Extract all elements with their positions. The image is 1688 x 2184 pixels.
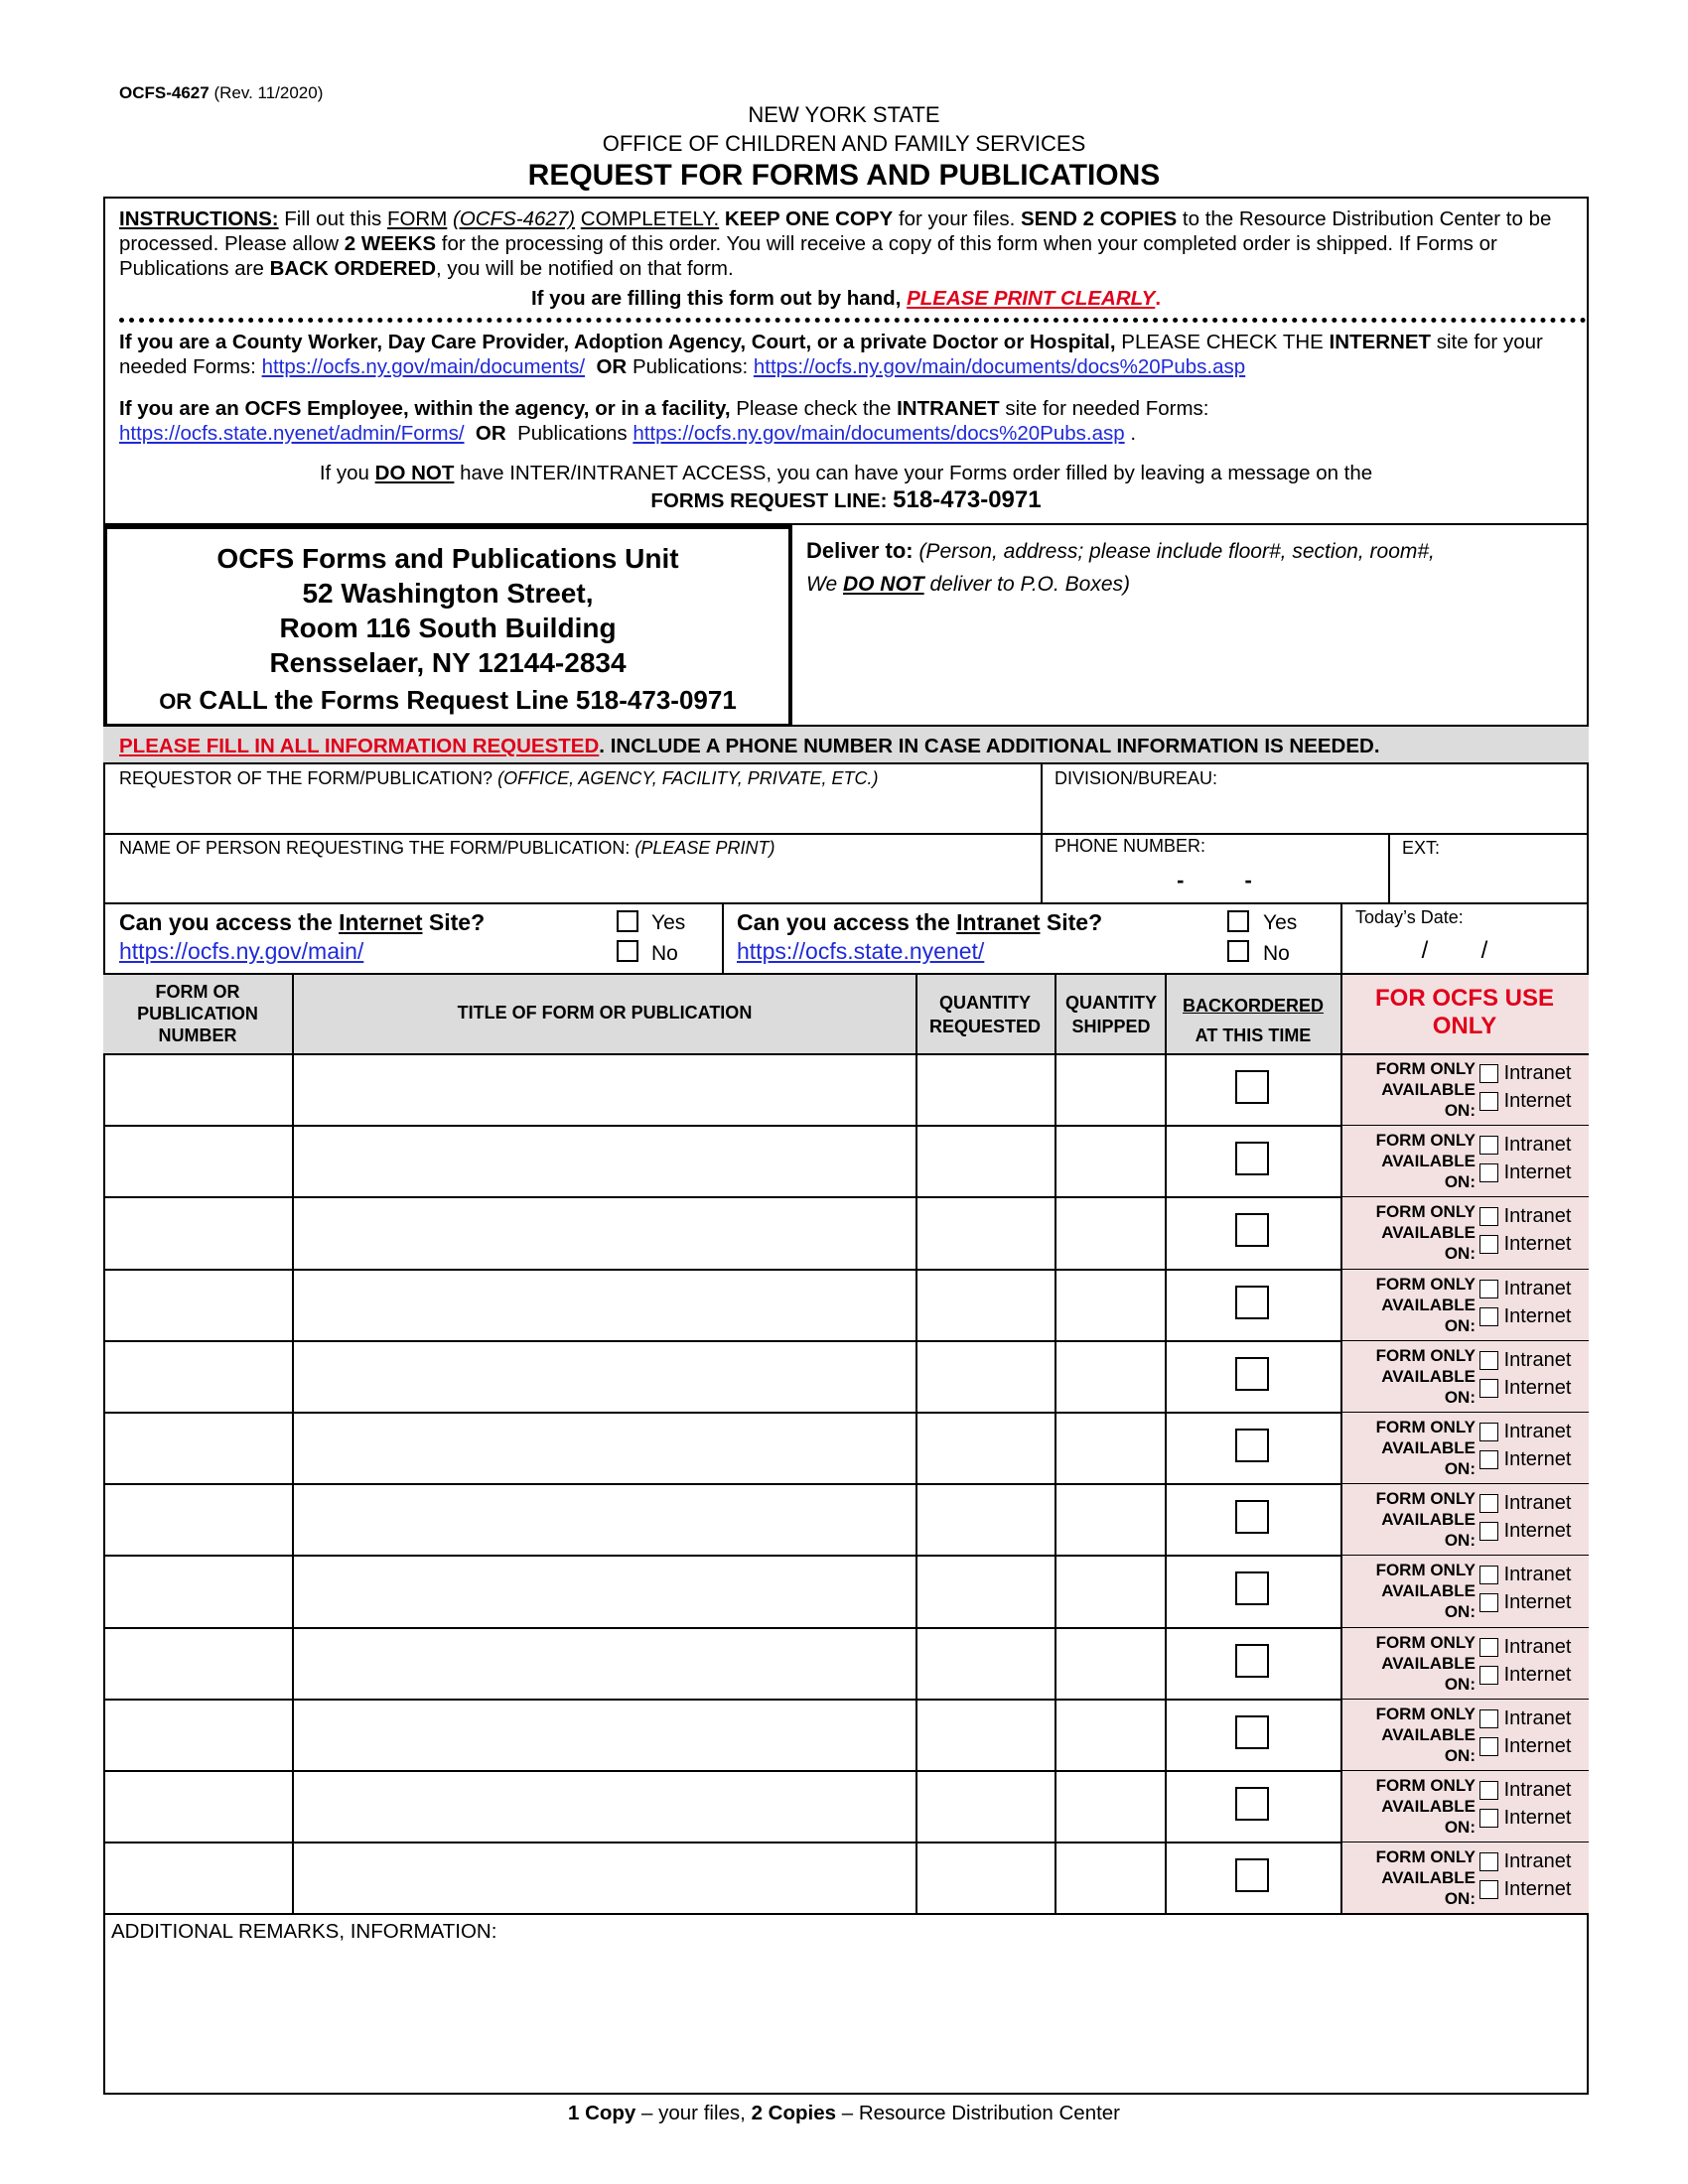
instr-t12: , you will be notified on that form. (436, 257, 734, 280)
footer-t1: – your files, (641, 2102, 746, 2124)
row-title-field[interactable] (294, 1341, 914, 1411)
row-title-field[interactable] (294, 1700, 914, 1769)
row-form-number-field[interactable] (105, 1126, 290, 1195)
intranet-label: Intranet (1503, 1850, 1572, 1872)
instructions (119, 206, 1579, 281)
row-form-number-field[interactable] (105, 1270, 290, 1339)
remarks-field[interactable] (111, 1948, 1581, 2087)
deliver-label: Deliver to: (806, 538, 914, 563)
todays-date-field[interactable]: / / (1421, 937, 1488, 964)
intranet-checkbox[interactable] (1479, 1351, 1498, 1370)
employee-forms-link[interactable]: https://ocfs.state.nyenet/admin/Forms/ (119, 422, 465, 445)
intranet-label: Intranet (1503, 1492, 1572, 1514)
internet-yes-label: Yes (651, 911, 686, 934)
address-call-or: OR (159, 689, 193, 714)
county-internet: INTERNET (1329, 331, 1432, 353)
ext-label: EXT: (1402, 838, 1441, 858)
form-only-label: FORM ONLY AVAILABLE ON: (1375, 1275, 1476, 1335)
row-form-number-field[interactable] (105, 1197, 290, 1267)
row-title-field[interactable] (294, 1556, 914, 1625)
col-form-number: FORM OR PUBLICATION NUMBER (137, 982, 258, 1045)
intranet-checkbox[interactable] (1479, 1852, 1498, 1871)
county-t3: Publications: (632, 355, 749, 378)
print-clearly-line (103, 287, 1589, 311)
instr-t8: to the Resource Distribution Center to be processed. Please allow (119, 207, 1552, 255)
intranet-label: Intranet (1503, 1421, 1572, 1442)
ocfs-use-cell (1340, 1843, 1589, 1915)
form-only-label: FORM ONLY AVAILABLE ON: (1375, 1346, 1476, 1407)
request-line-colon: : (880, 489, 888, 512)
col-qty-requested: QUANTITY REQUESTED (928, 993, 1042, 1036)
phone-label: PHONE NUMBER: (1055, 836, 1206, 856)
header-office: OFFICE OF CHILDREN AND FAMILY SERVICES (602, 131, 1086, 156)
request-line-label: FORMS REQUEST LINE (650, 489, 881, 512)
form-only-label: FORM ONLY AVAILABLE ON: (1375, 1776, 1476, 1837)
instr-t5: KEEP ONE COPY (724, 207, 894, 230)
instr-t4: COMPLETELY. (580, 207, 720, 230)
requestor-field[interactable] (119, 794, 1033, 830)
row-title-field[interactable] (294, 1484, 914, 1554)
internet-label: Internet (1503, 1878, 1572, 1900)
employee-or: OR (475, 422, 506, 445)
backordered-checkbox[interactable] (1235, 1286, 1269, 1319)
ocfs-use-cell (1340, 1484, 1589, 1557)
page-title: REQUEST FOR FORMS AND PUBLICATIONS (527, 159, 1161, 192)
internet-no-checkbox[interactable] (617, 940, 638, 962)
no-access-t2: have INTER/INTRANET ACCESS, you can have your Forms order filled by leaving a message on the (460, 462, 1373, 484)
name-text: NAME OF PERSON REQUESTING THE FORM/PUBLICATION: (119, 838, 631, 858)
backordered-checkbox[interactable] (1235, 1500, 1269, 1534)
internet-word: Internet (339, 909, 423, 935)
intranet-checkbox[interactable] (1479, 1423, 1498, 1441)
col-back2: AT THIS TIME (1195, 1025, 1312, 1045)
footer-b1: 1 Copy (567, 2102, 636, 2124)
row-title-field[interactable] (294, 1843, 914, 1912)
deliver-hint2b: DO NOT (842, 573, 924, 596)
row-qty-shipped-field[interactable] (1056, 1270, 1164, 1339)
internet-question (119, 909, 485, 936)
form-only-label: FORM ONLY AVAILABLE ON: (1375, 1561, 1476, 1621)
row-qty-requested-field[interactable] (917, 1843, 1053, 1912)
col-back1: BACKORDERED (1182, 996, 1324, 1016)
backordered-checkbox[interactable] (1235, 1787, 1269, 1821)
fill-bar-red: PLEASE FILL IN ALL INFORMATION REQUESTED (119, 735, 600, 757)
row-qty-requested-field[interactable] (917, 1628, 1053, 1698)
county-pubs-link[interactable]: https://ocfs.ny.gov/main/documents/docs%20Pubs.asp (753, 355, 1246, 378)
row-title-field[interactable] (294, 1270, 914, 1339)
internet-label: Internet (1503, 1305, 1572, 1327)
row-form-number-field[interactable] (105, 1341, 290, 1411)
employee-period: . (1130, 422, 1137, 445)
form-only-label: FORM ONLY AVAILABLE ON: (1375, 1705, 1476, 1765)
row-form-number-field[interactable] (105, 1484, 290, 1554)
internet-checkbox[interactable] (1479, 1880, 1498, 1899)
intranet-yes-label: Yes (1263, 911, 1298, 934)
internet-checkbox[interactable] (1479, 1163, 1498, 1182)
internet-label: Internet (1503, 1377, 1572, 1399)
backordered-checkbox[interactable] (1235, 1858, 1269, 1892)
row-form-number-field[interactable] (105, 1771, 290, 1841)
row-qty-shipped-field[interactable] (1056, 1556, 1164, 1625)
intranet-checkbox[interactable] (1479, 1566, 1498, 1584)
row-qty-shipped-field[interactable] (1056, 1700, 1164, 1769)
deliver-to-field[interactable] (806, 606, 1581, 720)
intranet-label: Intranet (1503, 1564, 1572, 1585)
row-qty-requested-field[interactable] (917, 1556, 1053, 1625)
requestor-hint: (OFFICE, AGENCY, FACILITY, PRIVATE, ETC.) (497, 768, 879, 788)
row-qty-shipped-field[interactable] (1056, 1771, 1164, 1841)
intranet-checkbox[interactable] (1479, 1064, 1498, 1083)
ext-field[interactable] (1402, 864, 1581, 899)
instr-t6: for your files. (898, 207, 1016, 230)
form-rev: (Rev. 11/2020) (213, 83, 324, 102)
employee-t1: Please check the (736, 397, 892, 420)
phone-separators[interactable]: - - (1177, 868, 1252, 892)
internet-site-link[interactable]: https://ocfs.ny.gov/main/ (119, 938, 364, 964)
ocfs-use-cell (1340, 1413, 1589, 1485)
row-form-number-field[interactable] (105, 1700, 290, 1769)
internet-checkbox[interactable] (1479, 1307, 1498, 1326)
row-qty-shipped-field[interactable] (1056, 1054, 1164, 1124)
address-line4: Rensselaer, NY 12144-2834 (269, 647, 627, 678)
row-qty-shipped-field[interactable] (1056, 1628, 1164, 1698)
row-qty-requested-field[interactable] (917, 1126, 1053, 1195)
internet-label: Internet (1503, 1090, 1572, 1112)
row-qty-requested-field[interactable] (917, 1197, 1053, 1267)
internet-checkbox[interactable] (1479, 1450, 1498, 1469)
row-qty-requested-field[interactable] (917, 1484, 1053, 1554)
internet-label: Internet (1503, 1233, 1572, 1255)
ocfs-use-cell (1340, 1126, 1589, 1198)
row-qty-requested-field[interactable] (917, 1700, 1053, 1769)
instructions-label: INSTRUCTIONS: (119, 207, 279, 230)
row-form-number-field[interactable] (105, 1413, 290, 1482)
form-only-label: FORM ONLY AVAILABLE ON: (1375, 1489, 1476, 1550)
intranet-word: Intranet (956, 909, 1041, 935)
internet-label: Internet (1503, 1807, 1572, 1829)
internet-label: Internet (1503, 1735, 1572, 1757)
instr-t10: for the processing of this order. You will receive a copy of this form when your completed order is shipped. If Forms or Publications are (119, 232, 1497, 280)
employee-t3: Publications (517, 422, 628, 445)
internet-label: Internet (1503, 1520, 1572, 1542)
print-clearly-period: . (1155, 287, 1162, 310)
request-line-phone: 518-473-0971 (893, 486, 1042, 513)
name-hint: (PLEASE PRINT) (634, 838, 775, 858)
division-field[interactable] (1055, 794, 1581, 830)
intranet-label: Intranet (1503, 1636, 1572, 1658)
internet-checkbox[interactable] (1479, 1235, 1498, 1254)
intranet-no-checkbox[interactable] (1227, 940, 1249, 962)
backordered-checkbox[interactable] (1235, 1644, 1269, 1678)
address-box (103, 525, 792, 728)
county-or: OR (596, 355, 628, 378)
row-form-number-field[interactable] (105, 1628, 290, 1698)
row-form-number-field[interactable] (105, 1556, 290, 1625)
internet-no-label: No (651, 942, 678, 965)
form-only-label: FORM ONLY AVAILABLE ON: (1375, 1847, 1476, 1908)
intranet-question (737, 909, 1102, 936)
ocfs-use-cell (1340, 1197, 1589, 1270)
internet-label: Internet (1503, 1664, 1572, 1686)
backordered-checkbox[interactable] (1235, 1070, 1269, 1104)
employee-intranet: INTRANET (897, 397, 1000, 420)
form-only-label: FORM ONLY AVAILABLE ON: (1375, 1202, 1476, 1263)
header-state: NEW YORK STATE (748, 102, 940, 127)
address-call: CALL the Forms Request Line 518-473-0971 (199, 685, 737, 715)
internet-q2: Site? (428, 909, 486, 935)
internet-label: Internet (1503, 1448, 1572, 1470)
col-qty-shipped: QUANTITY SHIPPED (1065, 993, 1157, 1036)
backordered-checkbox[interactable] (1235, 1357, 1269, 1391)
intranet-label: Intranet (1503, 1278, 1572, 1299)
hand-text: If you are filling this form out by hand, (530, 287, 902, 310)
intranet-checkbox[interactable] (1479, 1136, 1498, 1155)
internet-q1: Can you access the (119, 909, 333, 935)
row-qty-shipped-field[interactable] (1056, 1197, 1164, 1267)
no-access-do-not: DO NOT (374, 462, 455, 484)
no-access-t1: If you (319, 462, 369, 484)
intranet-label: Intranet (1503, 1205, 1572, 1227)
intranet-label: Intranet (1503, 1349, 1572, 1371)
row-qty-requested-field[interactable] (917, 1341, 1053, 1411)
form-only-label: FORM ONLY AVAILABLE ON: (1375, 1418, 1476, 1478)
ocfs-use-cell (1340, 1700, 1589, 1772)
row-title-field[interactable] (294, 1197, 914, 1267)
internet-checkbox[interactable] (1479, 1522, 1498, 1541)
instr-t3: (OCFS-4627) (453, 207, 576, 230)
row-qty-shipped-field[interactable] (1056, 1413, 1164, 1482)
row-qty-requested-field[interactable] (917, 1270, 1053, 1339)
todays-date-label: Today’s Date: (1355, 907, 1464, 927)
row-title-field[interactable] (294, 1413, 914, 1482)
row-qty-shipped-field[interactable] (1056, 1484, 1164, 1554)
form-only-label: FORM ONLY AVAILABLE ON: (1375, 1633, 1476, 1694)
intranet-label: Intranet (1503, 1062, 1572, 1084)
row-qty-shipped-field[interactable] (1056, 1843, 1164, 1912)
intranet-checkbox[interactable] (1479, 1280, 1498, 1298)
deliver-hint2c: deliver to P.O. Boxes) (929, 573, 1131, 596)
row-qty-requested-field[interactable] (917, 1771, 1053, 1841)
no-access-line (103, 462, 1589, 485)
footer-b2: 2 Copies (751, 2102, 837, 2124)
division-label: DIVISION/BUREAU: (1055, 768, 1218, 788)
internet-label: Internet (1503, 1591, 1572, 1613)
intranet-checkbox[interactable] (1479, 1638, 1498, 1657)
backordered-checkbox[interactable] (1235, 1715, 1269, 1749)
backordered-checkbox[interactable] (1235, 1213, 1269, 1247)
row-qty-requested-field[interactable] (917, 1413, 1053, 1482)
backordered-checkbox[interactable] (1235, 1571, 1269, 1605)
internet-yes-checkbox[interactable] (617, 910, 638, 932)
row-title-field[interactable] (294, 1628, 914, 1698)
internet-checkbox[interactable] (1479, 1737, 1498, 1756)
row-qty-shipped-field[interactable] (1056, 1126, 1164, 1195)
ocfs-use-cell (1340, 1556, 1589, 1628)
address-line3: Room 116 South Building (279, 613, 617, 643)
intranet-checkbox[interactable] (1479, 1207, 1498, 1226)
employee-pubs-link[interactable]: https://ocfs.ny.gov/main/documents/docs%20Pubs.asp (633, 422, 1125, 445)
print-clearly: PLEASE PRINT CLEARLY (907, 287, 1156, 310)
employee-instructions (119, 396, 1579, 446)
county-bold: If you are a County Worker, Day Care Provider, Adoption Agency, Court, or a private Doctor or Hospital, (119, 331, 1116, 353)
intranet-q1: Can you access the (737, 909, 950, 935)
backordered-checkbox[interactable] (1235, 1142, 1269, 1175)
footer (0, 2102, 1688, 2125)
intranet-yes-checkbox[interactable] (1227, 910, 1249, 932)
instr-t1: Fill out this (284, 207, 382, 230)
internet-checkbox[interactable] (1479, 1593, 1498, 1612)
remarks-label: ADDITIONAL REMARKS, INFORMATION: (111, 1920, 497, 1943)
county-instructions (119, 330, 1579, 379)
row-title-field[interactable] (294, 1054, 914, 1124)
ocfs-use-cell (1340, 1270, 1589, 1342)
intranet-label: Intranet (1503, 1707, 1572, 1729)
ocfs-use-cell (1340, 1628, 1589, 1701)
internet-checkbox[interactable] (1479, 1809, 1498, 1828)
county-t2: site for your needed Forms: (119, 331, 1543, 378)
name-label (119, 838, 774, 859)
form-code: OCFS-4627 (119, 83, 210, 102)
instr-t11: BACK ORDERED (269, 257, 437, 280)
internet-checkbox[interactable] (1479, 1092, 1498, 1111)
row-qty-requested-field[interactable] (917, 1054, 1053, 1124)
ocfs-use-cell (1340, 1341, 1589, 1414)
internet-checkbox[interactable] (1479, 1666, 1498, 1685)
intranet-site-link[interactable]: https://ocfs.state.nyenet/ (737, 938, 985, 964)
row-form-number-field[interactable] (105, 1054, 290, 1124)
intranet-checkbox[interactable] (1479, 1709, 1498, 1728)
form-id (119, 83, 323, 103)
internet-checkbox[interactable] (1479, 1379, 1498, 1398)
footer-t2: – Resource Distribution Center (841, 2102, 1121, 2124)
dotted-divider (119, 318, 1587, 323)
instr-t2: FORM (386, 207, 448, 230)
row-title-field[interactable] (294, 1771, 914, 1841)
ocfs-use-cell (1340, 1771, 1589, 1843)
deliver-to (806, 534, 1435, 601)
forms-request-line (103, 486, 1589, 514)
form-only-label: FORM ONLY AVAILABLE ON: (1375, 1131, 1476, 1191)
row-form-number-field[interactable] (105, 1843, 290, 1912)
intranet-checkbox[interactable] (1479, 1494, 1498, 1513)
backordered-checkbox[interactable] (1235, 1429, 1269, 1462)
requestor-text: REQUESTOR OF THE FORM/PUBLICATION? (119, 768, 493, 788)
col-ocfs-use: FOR OCFS USE ONLY (1374, 985, 1554, 1039)
intranet-no-label: No (1263, 942, 1290, 965)
employee-t2: site for needed Forms: (1005, 397, 1209, 420)
col-title: TITLE OF FORM OR PUBLICATION (457, 1003, 753, 1023)
instr-t9: 2 WEEKS (344, 232, 437, 255)
intranet-q2: Site? (1046, 909, 1103, 935)
fill-bar-rest: . INCLUDE A PHONE NUMBER IN CASE ADDITIONAL INFORMATION IS NEEDED. (599, 735, 1380, 757)
ocfs-use-cell (1340, 1054, 1589, 1127)
deliver-hint2a: We (806, 573, 838, 596)
intranet-label: Intranet (1503, 1134, 1572, 1156)
intranet-checkbox[interactable] (1479, 1781, 1498, 1800)
employee-bold: If you are an OCFS Employee, within the agency, or in a facility, (119, 397, 731, 420)
requestor-label (119, 768, 878, 789)
address-line1: OCFS Forms and Publications Unit (216, 543, 679, 574)
form-only-label: FORM ONLY AVAILABLE ON: (1375, 1059, 1476, 1120)
fill-info-bar (103, 725, 1589, 764)
intranet-label: Intranet (1503, 1779, 1572, 1801)
instr-t7: SEND 2 COPIES (1021, 207, 1178, 230)
row-qty-shipped-field[interactable] (1056, 1341, 1164, 1411)
deliver-hint: (Person, address; please include floor#, section, room#, (918, 540, 1435, 563)
county-t1: PLEASE CHECK THE (1121, 331, 1324, 353)
county-forms-link[interactable]: https://ocfs.ny.gov/main/documents/ (261, 355, 586, 378)
row-title-field[interactable] (294, 1126, 914, 1195)
name-field[interactable] (119, 864, 1033, 899)
address-line2: 52 Washington Street, (302, 578, 594, 609)
col-backordered (1166, 991, 1340, 1050)
internet-label: Internet (1503, 1161, 1572, 1183)
